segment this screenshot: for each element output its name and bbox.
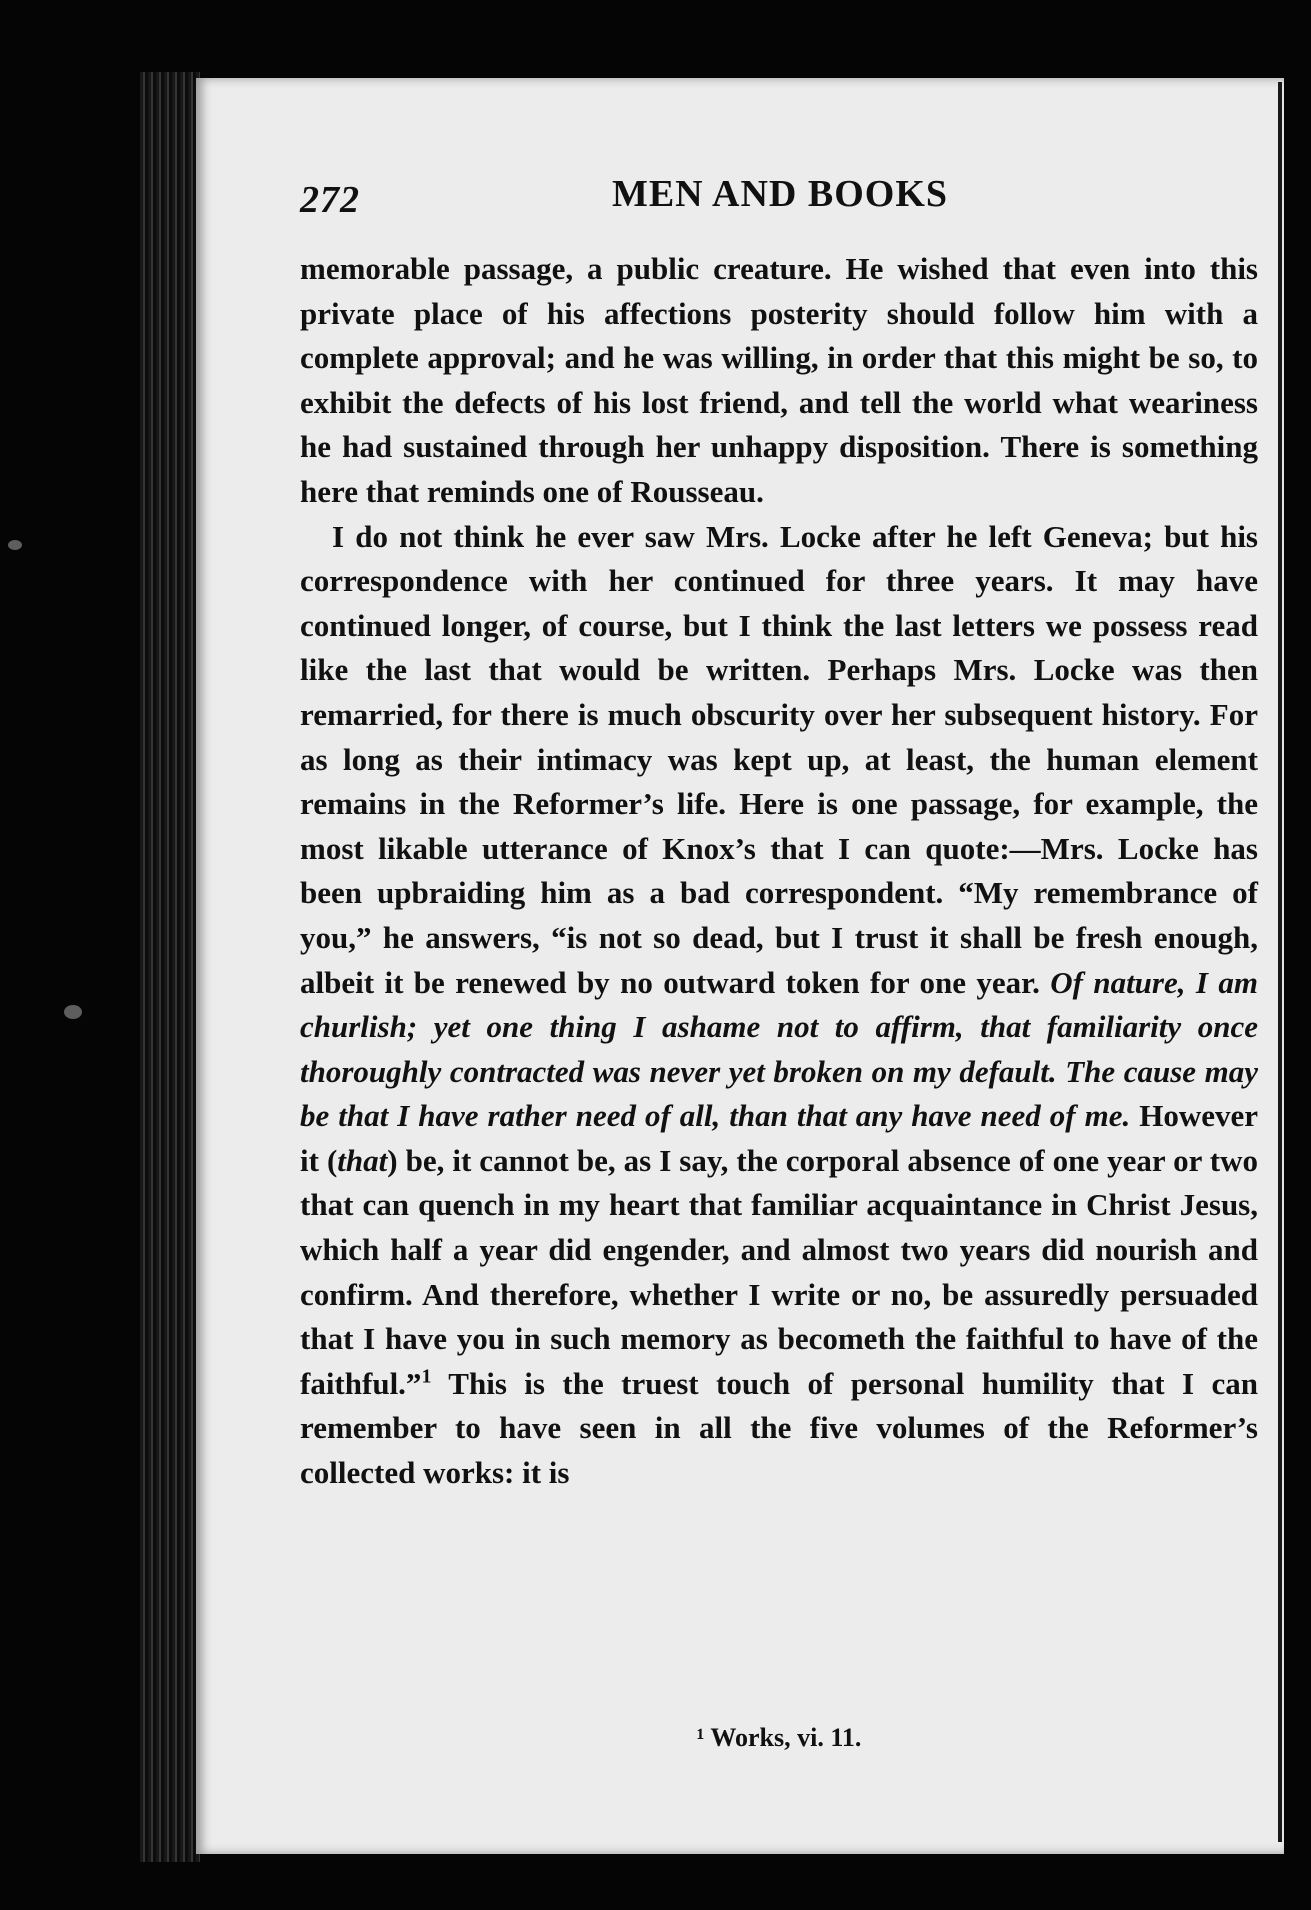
body-text [300,247,1258,1496]
paragraph-2 [300,515,1258,1496]
dust-speck [64,1005,82,1019]
paragraph-2-text-c: ) be, it cannot be, as I say, the corporal absence of one year or two that can quench in my heart that familiar acquaintance in Christ Jesus, which half a year did engender, and almost two years did nourish and confirm. And therefore, whether I write or no, be assuredly persuaded that I have you in such memory as becometh the faithful to have of the faithful.” [300,1142,1258,1401]
footnote: ¹ Works, vi. 11. [696,1723,862,1752]
italic-that: that [337,1142,388,1178]
paragraph-2-text-a: I do not think he ever saw Mrs. Locke after he left Geneva; but his correspondence with her continued for three years. It may have continued longer, of course, but I think the last letters we possess read like the last that would be written. Perhaps Mrs. Locke was then remarried, for there is much obscurity over her subsequent history. For as long as their intimacy was kept up, at least, the human element remains in the Reformer’s life. Here is one passage, for example, the most likable utterance of Knox’s that I can quote:—Mrs. Locke has been upbraiding him as a bad correspondent. “My remembrance of you,” he answers, “is not so dead, but I trust it shall be fresh enough, albeit it be renewed by no outward token for one year. [300,518,1258,1000]
page-stack-edge [140,72,200,1862]
running-title: MEN AND BOOKS [611,173,949,215]
paragraph-2-text-b: However it ( [300,1098,1259,1178]
footnote-reference[interactable]: 1 [421,1365,432,1388]
dust-speck [8,540,22,550]
italic-quote-2: that familiarity once thoroughly contracted was never yet broken on my default. The cause may be that I have rather need of all, than that any have need of me. [300,1009,1258,1134]
page-right-edge [1278,82,1282,1842]
paragraph-2-text-d: This is the truest touch of personal humility that I can remember to have seen in all the five volumes of the Reformer’s collected works: it is [300,1365,1258,1491]
paragraph-1 [300,247,1258,515]
page-header [300,172,1260,232]
italic-quote-1: Of nature, I am churlish; yet one thing I ashame not to affirm, [300,964,1258,1045]
paragraph-1-text: memorable passage, a public creature. He wished that even into this private place of his affections posterity should follow him with a complete approval; and he was willing, in order that this might be so, to exhibit the defects of his lost friend, and tell the world what weariness he had sustained through her unhappy disposition. There is something here that reminds one of Rousseau. [300,251,1258,509]
page-number: 272 [300,179,360,221]
